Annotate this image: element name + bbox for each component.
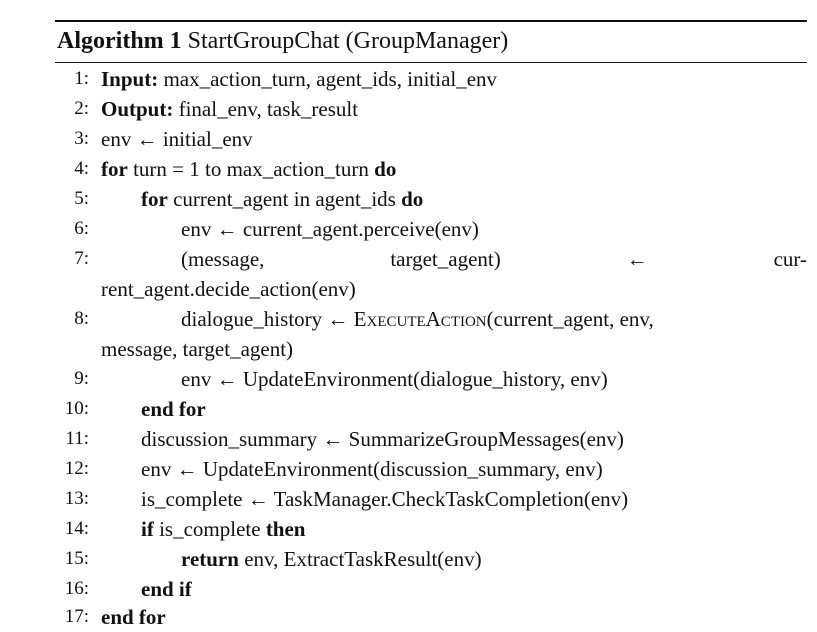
- line-number: 15:: [64, 548, 89, 569]
- algorithm-caption: [57, 25, 508, 57]
- algorithm-line: [181, 304, 654, 334]
- algorithm-line: [101, 64, 497, 94]
- line-text: target_agent): [390, 247, 501, 271]
- algorithm-line-continuation: message, target_agent): [101, 337, 294, 361]
- algorithm-line-continuation: rent_agent.decide_action(env): [101, 277, 356, 301]
- line-number: 1:: [74, 68, 89, 89]
- line-number: 11:: [65, 428, 89, 449]
- algorithm-line: is_complete ← TaskManager.CheckTaskCompletion(env): [141, 487, 629, 511]
- algorithm-line: [181, 244, 807, 274]
- keyword: return: [181, 547, 239, 571]
- line-number: 12:: [64, 458, 89, 479]
- keyword: if: [141, 517, 154, 541]
- keyword: for: [101, 157, 128, 181]
- keyword: for: [141, 187, 168, 211]
- line-text: is_complete: [153, 517, 266, 541]
- keyword: Input:: [101, 67, 159, 91]
- line-text: (message,: [181, 247, 265, 271]
- algorithm-line: env ← current_agent.perceive(env): [181, 217, 479, 241]
- keyword: do: [374, 157, 397, 181]
- procedure-name: ExecuteAction: [353, 307, 487, 331]
- line-text: current_agent in agent_ids: [167, 187, 402, 211]
- line-number: 13:: [64, 488, 89, 509]
- line-number: 14:: [64, 518, 89, 539]
- keyword: do: [401, 187, 424, 211]
- line-number: 17:: [64, 606, 89, 627]
- line-number: 2:: [74, 98, 89, 119]
- line-text: final_env, task_result: [173, 97, 359, 121]
- algorithm-line: env ← UpdateEnvironment(dialogue_history, env): [181, 367, 608, 391]
- algorithm-line: end for: [101, 605, 166, 629]
- line-text: turn = 1 to max_action_turn: [127, 157, 375, 181]
- line-text: cur-: [773, 247, 807, 271]
- line-number: 7:: [74, 248, 89, 269]
- line-number: 3:: [74, 128, 89, 149]
- algorithm-label: Algorithm 1: [57, 28, 182, 54]
- caption-rule: [55, 62, 807, 63]
- line-number: 8:: [74, 308, 89, 329]
- line-text: ←: [626, 247, 648, 271]
- algorithm-line: discussion_summary ← SummarizeGroupMessages(env): [141, 427, 624, 451]
- line-number: 16:: [64, 578, 89, 599]
- algorithm-line: env ← UpdateEnvironment(discussion_summary, env): [141, 457, 603, 481]
- line-number: 4:: [74, 158, 89, 179]
- top-rule: [55, 20, 807, 22]
- algorithm-line: end for: [141, 397, 206, 421]
- algorithm-line: end if: [141, 577, 192, 601]
- line-number: 5:: [74, 188, 89, 209]
- algorithm-line: env ← initial_env: [101, 127, 253, 151]
- line-text: dialogue_history ←: [181, 307, 354, 331]
- line-text: (current_agent, env,: [486, 307, 654, 331]
- algorithm-line: [141, 184, 423, 214]
- line-number: 10:: [64, 398, 89, 419]
- line-number: 6:: [74, 218, 89, 239]
- algorithm-line: [101, 154, 396, 184]
- algorithm-line: [181, 544, 482, 574]
- keyword: then: [265, 517, 306, 541]
- algorithm-title: StartGroupChat (GroupManager): [187, 28, 509, 54]
- keyword: Output:: [101, 97, 174, 121]
- algorithm-line: [101, 94, 358, 124]
- line-text: max_action_turn, agent_ids, initial_env: [158, 67, 498, 91]
- line-number: 9:: [74, 368, 89, 389]
- algorithm-line: [141, 514, 306, 544]
- line-text: env, ExtractTaskResult(env): [238, 547, 482, 571]
